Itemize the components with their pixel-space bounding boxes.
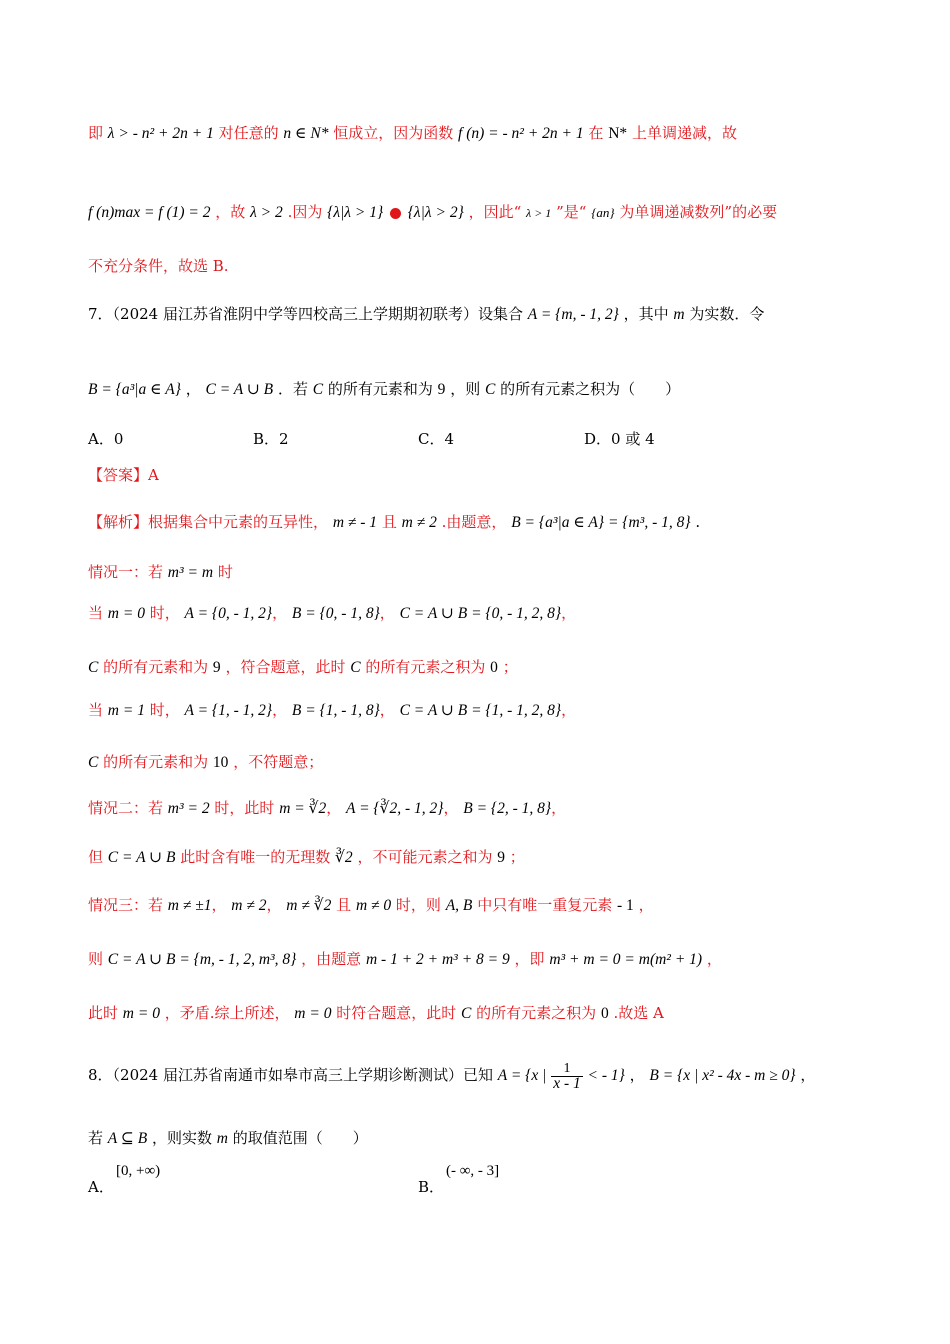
q7-case-3-derivation: 则 C = A ∪ B = {m, - 1, 2, m³, 8} ，由题意 m - 1 + 2 + m³ + 8 = 9 ，即 m³ + m = 0 = m(m² + 1) ， <box>88 950 722 968</box>
n-in-N: n ∈ N* <box>283 125 329 142</box>
q8-option-a-label: A． <box>88 1178 114 1196</box>
q7-option-c: C．4 <box>418 430 455 448</box>
q7-case-1a-result: C 的所有元素和为 9 ，符合题意，此时 C 的所有元素之积为 0 ； <box>88 658 518 676</box>
q7-case-1-title: 情况一：若 m³ = m 时 <box>88 563 233 581</box>
q8-option-b-label: B． <box>418 1178 445 1196</box>
solution-line-2: f (n)max = f (1) = 2 ，故 λ > 2 .因为 {λ|λ > 1} {λ|λ > 2} ，因此“ λ > 1 ”是“ {an} 为单调递减数列”的必要 <box>88 203 778 221</box>
set-lambda-gt-1: {λ|λ > 1} <box>327 204 384 221</box>
q8-option-b-value: (- ∞, - 3] <box>446 1163 500 1179</box>
function-f: f (n) = - n² + 2n + 1 <box>458 125 584 142</box>
q7-answer: 【答案】A <box>88 466 159 484</box>
q7-case-1b: 当 m = 1 时， A = {1, - 1, 2}， B = {1, - 1, 8}， C = A ∪ B = {1, - 1, 2, 8}， <box>88 701 577 719</box>
q7-option-d: D．0 或 4 <box>584 430 655 448</box>
inequality-lambda: λ > - n² + 2n + 1 <box>107 125 214 142</box>
q8-stem-line-1: 8．（2024 届江苏省南通市如皋市高三上学期诊断测试）已知 A = {x | $\frac{1}{x - 1}$ < - 1} ， B = {x | x² - 4x - m ≥ 0} ， <box>88 1060 816 1092</box>
q7-case-3: 情况三：若 m ≠ ±1， m ≠ 2， m ≠ ∛2 且 m ≠ 0 时，则 A, B 中只有唯一重复元素 - 1 ， <box>88 896 654 914</box>
solution-line-3: 不充分条件，故选 B. <box>88 257 229 275</box>
N-star: N* <box>608 125 628 142</box>
q7-case-1b-result: C 的所有元素和为 10 ，不符题意； <box>88 753 324 771</box>
q7-conclusion: 此时 m = 0 ，矛盾.综上所述， m = 0 时符合题意，此时 C 的所有元素之积为 0 .故选 A <box>88 1004 664 1022</box>
fraction: $\frac{1}{x - 1}$ <box>553 1060 581 1092</box>
subset-icon <box>390 208 401 219</box>
q8-option-a-value: [0, +∞) <box>116 1163 161 1179</box>
q7-option-b: B．2 <box>253 430 289 448</box>
q7-case-1a: 当 m = 0 时， A = {0, - 1, 2}， B = {0, - 1, 8}， C = A ∪ B = {0, - 1, 2, 8}， <box>88 604 577 622</box>
q8-stem-line-2: 若 A ⊆ B ，则实数 m 的取值范围（ ） <box>88 1129 368 1147</box>
q7-analysis-line-1: 【解析】根据集合中元素的互异性， m ≠ - 1 且 m ≠ 2 .由题意， B = {a³|a ∈ A} = {m³, - 1, 8} . <box>88 513 701 531</box>
q7-option-a: A．0 <box>88 430 124 448</box>
q7-stem-line-2: B = {a³|a ∈ A} ， C = A ∪ B ．若 C 的所有元素和为 9 ，则 C 的所有元素之积为（ ） <box>88 380 681 398</box>
q7-case-2-result: 但 C = A ∪ B 此时含有唯一的无理数 ∛2 ，不可能元素之和为 9 ； <box>88 848 525 866</box>
q7-case-2: 情况二：若 m³ = 2 时，此时 m = ∛2， A = {∛2, - 1, 2}， B = {2, - 1, 8}， <box>88 799 567 817</box>
set-lambda-gt-2: {λ|λ > 2} <box>407 204 464 221</box>
f-max: f (n)max = f (1) = 2 <box>88 204 211 221</box>
q7-stem-line-1: 7．（2024 届江苏省淮阴中学等四校高三上学期期初联考）设集合 A = {m, - 1, 2} ，其中 m 为实数．令 <box>88 305 765 323</box>
solution-line-1: 即 λ > - n² + 2n + 1 对任意的 n ∈ N* 恒成立，因为函数 f (n) = - n² + 2n + 1 在 N* 上单调递减，故 <box>88 124 737 142</box>
